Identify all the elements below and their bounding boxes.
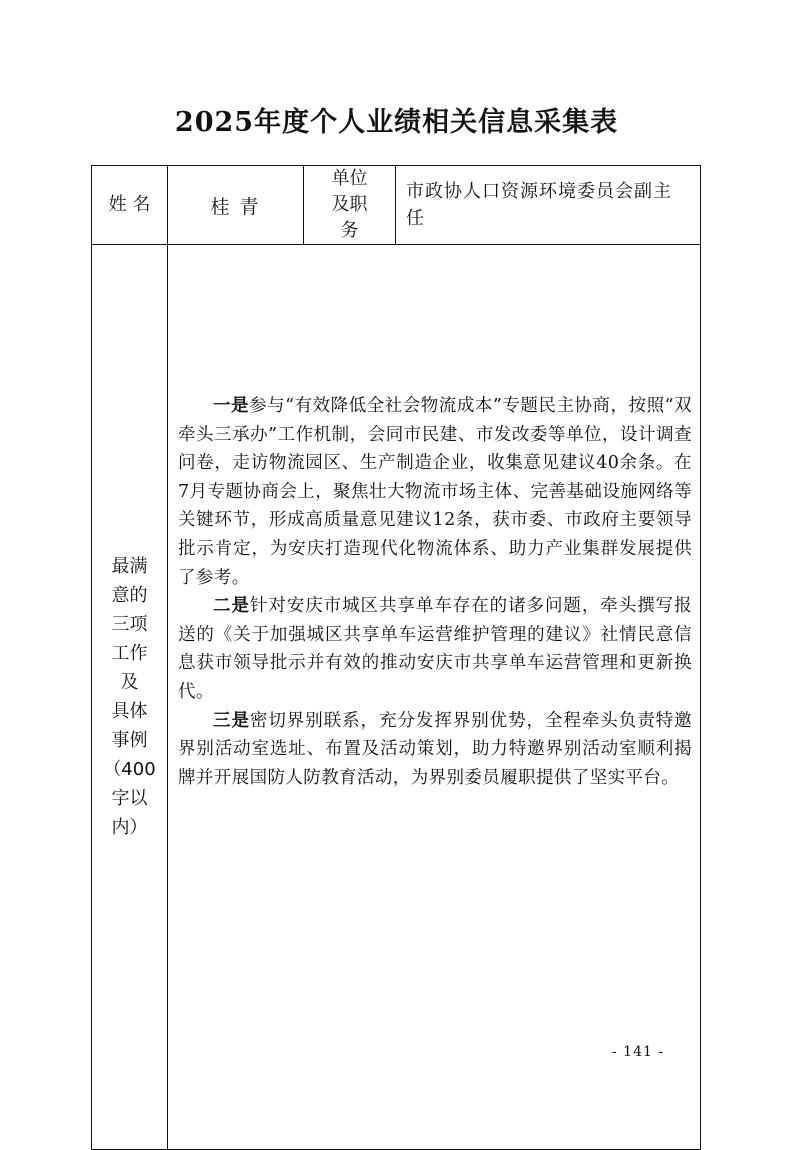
work-label-line: 及 [120, 672, 139, 693]
work-label-line: 字以 [111, 788, 148, 809]
work-label-line: 事例 [111, 730, 148, 751]
name-label: 姓 名 [92, 166, 168, 245]
work-label-line: 具体 [111, 701, 148, 722]
page-number: - 141 - [612, 1044, 665, 1060]
work-item-text: 参与“有效降低全社会物流成本”专题民主协商，按照“双牵头三承办”工作机制，会同市民建、市发改委等单位，设计调查问卷，走访物流园区、生产制造企业，收集意见建议40余条。在7月专题协商会上，聚焦壮大物流市场主体、完善基础设施网络等关键环节，形成高质量意见建议12条，获市委、市政府主要领导批示肯定，为安庆打造现代化物流体系、助力产业集群发展提供了参考。 [178, 396, 692, 588]
work-label-line: 三项 [111, 614, 148, 635]
work-item-3 [178, 707, 692, 793]
work-label-line: 工作 [111, 643, 148, 664]
unit-label-text: 单位及职务 [331, 168, 368, 241]
info-form-table [91, 165, 701, 1150]
work-content [168, 245, 701, 1150]
work-label-line: 内） [111, 817, 148, 838]
unit-label [304, 166, 396, 245]
work-label-line: 最满 [111, 556, 148, 577]
work-item-lead: 二是 [213, 596, 250, 617]
work-label-line: （400 [103, 759, 156, 780]
header-row [92, 166, 701, 245]
work-item-2 [178, 592, 692, 706]
unit-value: 市政协人口资源环境委员会副主任 [396, 166, 701, 245]
work-item-1 [178, 392, 692, 592]
work-item-text: 针对安庆市城区共享单车存在的诸多问题，牵头撰写报送的《关于加强城区共享单车运营维护管理的建议》社情民意信息获市领导批示并有效的推动安庆市共享单车运营管理和更新换代。 [178, 596, 692, 702]
work-row [92, 245, 701, 1150]
work-label [92, 245, 168, 1150]
name-value: 桂 青 [168, 166, 304, 245]
work-item-lead: 三是 [213, 710, 250, 731]
work-label-line: 意的 [111, 585, 148, 606]
page-title: 2025年度个人业绩相关信息采集表 [174, 107, 619, 138]
work-item-lead: 一是 [213, 396, 250, 416]
work-item-text: 密切界别联系，充分发挥界别优势，全程牵头负责特邀界别活动室选址、布置及活动策划，助力特邀界别活动室顺利揭牌并开展国防人防教育活动，为界别委员履职提供了坚实平台。 [178, 710, 692, 788]
